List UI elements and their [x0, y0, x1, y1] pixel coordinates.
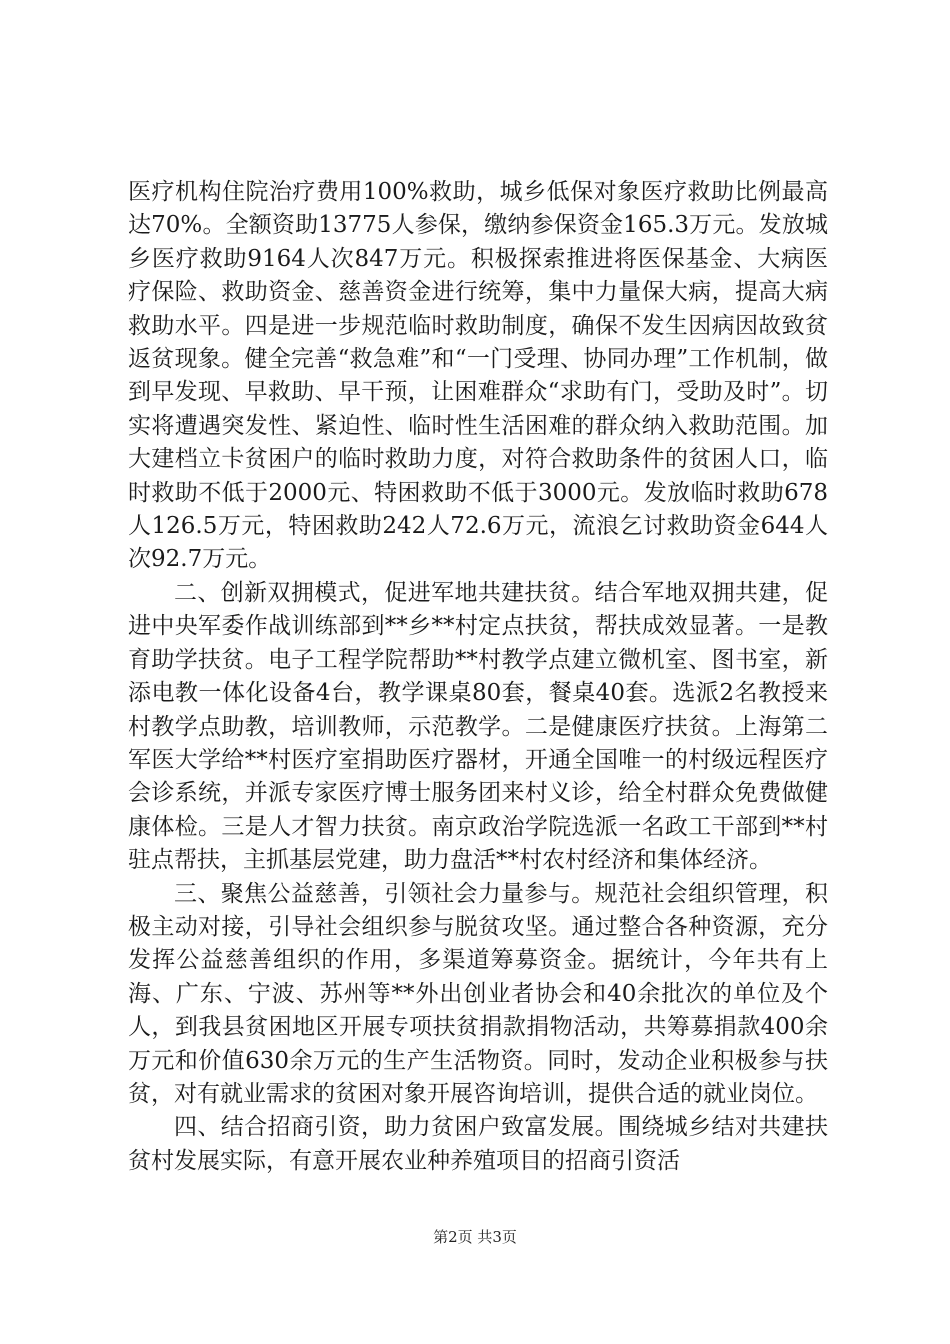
paragraph-section-two: 二、创新双拥模式，促进军地共建扶贫。结合军地双拥共建，促进中央军委作战训练部到**乡**村定点扶贫，帮扶成效显著。一是教育助学扶贫。电子工程学院帮助**村教学点建立微机室、图书室，新添电教一体化设备4台，教学课桌80套，餐桌40套。选派2名教授来村教学点助教，培训教师，示范教学。二是健康医疗扶贫。上海第二军医大学给**村医疗室捐助医疗器材，开通全国唯一的村级远程医疗会诊系统，并派专家医疗博士服务团来村义诊，给全村群众免费做健康体检。三是人才智力扶贫。南京政治学院选派一名政工干部到**村驻点帮扶，主抓基层党建，助力盘活**村农村经济和集体经济。: [128, 579, 828, 874]
paragraph-section-three: 三、聚焦公益慈善，引领社会力量参与。规范社会组织管理，积极主动对接，引导社会组织参与脱贫攻坚。通过整合各种资源，充分发挥公益慈善组织的作用，多渠道筹募资金。据统计，今年共有上海、广东、宁波、苏州等**外出创业者协会和40余批次的单位及个人，到我县贫困地区开展专项扶贫捐款捐物活动，共筹募捐款400余万元和价值630余万元的生产生活物资。同时，发动企业积极参与扶贫，对有就业需求的贫困对象开展咨询培训，提供合适的就业岗位。: [128, 880, 828, 1107]
paragraph-section-four: 四、结合招商引资，助力贫困户致富发展。围绕城乡结对共建扶贫村发展实际，有意开展农业种养殖项目的招商引资活: [128, 1114, 828, 1174]
paragraph-continued: 医疗机构住院治疗费用100%救助，城乡低保对象医疗救助比例最高达70%。全额资助13775人参保，缴纳参保资金165.3万元。发放城乡医疗救助9164人次847万元。积极探索推进将医保基金、大病医疗保险、救助资金、慈善资金进行统筹，集中力量保大病，提高大病救助水平。四是进一步规范临时救助制度，确保不发生因病因故致贫返贫现象。健全完善“救急难”和“一门受理、协同办理”工作机制，做到早发现、早救助、早干预，让困难群众“求助有门，受助及时”。切实将遭遇突发性、紧迫性、临时性生活困难的群众纳入救助范围。加大建档立卡贫困户的临时救助力度，对符合救助条件的贫困人口，临时救助不低于2000元、特困救助不低于3000元。发放临时救助678人126.5万元，特困救助242人72.6万元，流浪乞讨救助资金644人次92.7万元。: [128, 179, 828, 573]
document-body: [128, 176, 828, 1178]
page-footer: 第2页 共3页: [433, 1228, 517, 1246]
